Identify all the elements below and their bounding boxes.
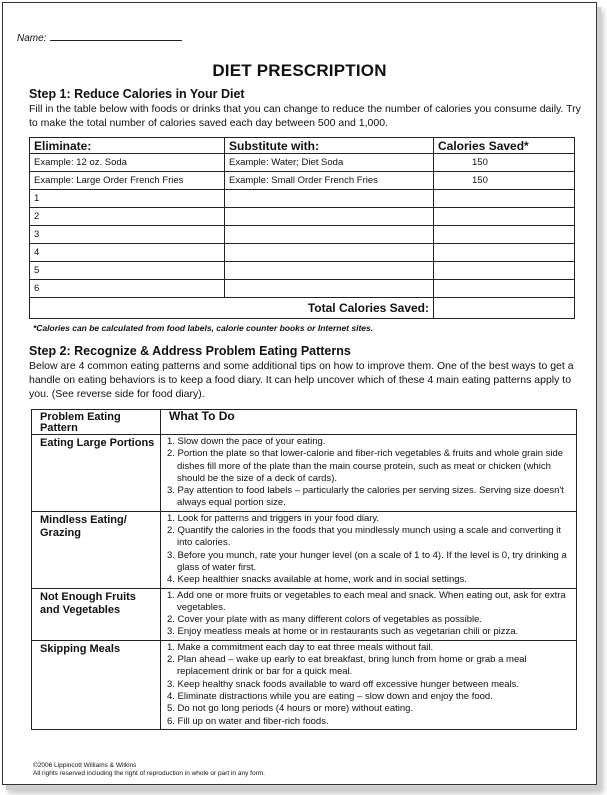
patterns-header	[32, 410, 577, 435]
entry-calories-cell[interactable]	[434, 190, 575, 208]
pattern-tips	[161, 435, 577, 512]
tip-item: 2. Portion the plate so that lower-calorie and fiber-rich vegetables & fruits and whole grain side dishes fill more of the plate than the main course protein, such as meat or chicken (which should be the size of a deck of cards).	[167, 448, 564, 484]
example-substitute: Example: Water; Diet Soda	[225, 154, 434, 172]
example-substitute: Example: Small Order French Fries	[225, 172, 434, 190]
name-label: Name:	[17, 33, 47, 44]
tip-item: 3. Keep healthy snack foods available to ward off excessive hunger between meals.	[167, 678, 520, 690]
tip-item: 6. Fill up on water and fiber-rich foods.	[167, 715, 329, 727]
total-row	[30, 298, 575, 319]
copyright-notice	[33, 762, 265, 778]
total-calories-cell[interactable]	[434, 298, 575, 319]
total-label: Total Calories Saved:	[225, 298, 434, 319]
col-problem-pattern: Problem Eating Pattern	[32, 410, 161, 435]
entry-row	[30, 280, 575, 298]
calorie-table	[29, 137, 575, 319]
step2-intro: Below are 4 common eating patterns and some additional tips on how to improve them. One of the best ways to get a handle on eating behaviors is to keep a food diary. It can help uncover which of these 4 main eating patterns apply to you. (See reverse side for food diary).	[29, 360, 574, 400]
entry-number[interactable]: 4	[30, 244, 225, 262]
pattern-name: Not Enough Fruits and Vegetables	[32, 588, 161, 640]
pattern-row	[32, 640, 577, 729]
entry-number[interactable]: 5	[30, 262, 225, 280]
tip-item: 1. Add one or more fruits or vegetables to each meal and snack. When eating out, ask for extra vegetables.	[167, 589, 566, 613]
entry-calories-cell[interactable]	[434, 208, 575, 226]
rights-line: All rights reserved including the right of reproduction in whole or part in any form.	[33, 770, 265, 777]
copyright-line: ©2006 Lippincott Williams & Wilkins	[33, 762, 137, 769]
col-calories-saved: Calories Saved*	[434, 138, 575, 154]
step1-heading: Step 1: Reduce Calories in Your Diet	[29, 87, 245, 101]
entry-calories-cell[interactable]	[434, 226, 575, 244]
entry-substitute-cell[interactable]	[225, 190, 434, 208]
tip-item: 5. Do not go long periods (4 hours or more) without eating.	[167, 703, 414, 715]
example-calories: 150	[434, 172, 575, 190]
calorie-footnote: *Calories can be calculated from food labels, calorie counter books or Internet sites.	[33, 323, 374, 333]
tip-item: 4. Eliminate distractions while you are eating – slow down and enjoy the food.	[167, 690, 493, 702]
document-sheet	[2, 2, 597, 785]
pattern-tips	[161, 640, 577, 729]
entry-number[interactable]: 6	[30, 280, 225, 298]
pattern-row	[32, 588, 577, 640]
entry-substitute-cell[interactable]	[225, 280, 434, 298]
entry-substitute-cell[interactable]	[225, 208, 434, 226]
name-row	[17, 31, 182, 44]
entry-substitute-cell[interactable]	[225, 244, 434, 262]
entry-number[interactable]: 2	[30, 208, 225, 226]
example-calories: 150	[434, 154, 575, 172]
tip-item: 1. Slow down the pace of your eating.	[167, 436, 326, 447]
tip-item: 3. Before you munch, rate your hunger level (on a scale of 1 to 4). If the level is 0, try drinking a glass of water first.	[167, 549, 567, 573]
tip-item: 2. Cover your plate with as many different colors of vegetables as possible.	[167, 614, 483, 626]
tip-item: 4. Keep healthier snacks available at home, work and in social settings.	[167, 574, 467, 586]
document-title: DIET PRESCRIPTION	[212, 61, 387, 80]
entry-row	[30, 208, 575, 226]
pattern-row	[32, 511, 577, 588]
tip-item: 3. Pay attention to food labels – particularly the calories per serving sizes. Serving size doesn't always equal portion size.	[167, 485, 564, 509]
col-substitute: Substitute with:	[225, 138, 434, 154]
example-row	[30, 154, 575, 172]
entry-row	[30, 262, 575, 280]
entry-substitute-cell[interactable]	[225, 262, 434, 280]
entry-row	[30, 226, 575, 244]
tip-item: 2. Plan ahead – wake up early to eat breakfast, bring lunch from home or grab a meal replacement drink or bar for a quick meal.	[167, 654, 527, 678]
step1-instructions: Fill in the table below with foods or drinks that you can change to reduce the number of calories you consume daily. Try to make the total number of calories saved each day between 500 and 1,000.	[29, 103, 581, 129]
example-eliminate: Example: 12 oz. Soda	[30, 154, 225, 172]
name-line[interactable]	[50, 31, 182, 41]
col-eliminate: Eliminate:	[30, 138, 225, 154]
entry-calories-cell[interactable]	[434, 280, 575, 298]
pattern-name: Skipping Meals	[32, 640, 161, 729]
example-row	[30, 172, 575, 190]
step2-heading: Step 2: Recognize & Address Problem Eating Patterns	[29, 344, 351, 358]
entry-calories-cell[interactable]	[434, 262, 575, 280]
eating-patterns-table	[31, 409, 577, 730]
pattern-row	[32, 435, 577, 512]
tip-item: 1. Make a commitment each day to eat three meals without fail.	[167, 641, 434, 653]
entry-number[interactable]: 3	[30, 226, 225, 244]
total-spacer	[30, 298, 225, 319]
pattern-tips	[161, 588, 577, 640]
calorie-table-header	[30, 138, 575, 154]
tip-item: 2. Quantify the calories in the foods that you mindlessly munch using a scale and converting it into calories.	[167, 525, 561, 549]
pattern-tips	[161, 511, 577, 588]
entry-substitute-cell[interactable]	[225, 226, 434, 244]
entry-calories-cell[interactable]	[434, 244, 575, 262]
col-what-to-do: What To Do	[161, 410, 577, 435]
entry-row	[30, 190, 575, 208]
tip-item: 1. Look for patterns and triggers in your food diary.	[167, 512, 380, 524]
example-eliminate: Example: Large Order French Fries	[30, 172, 225, 190]
tip-item: 3. Enjoy meatless meals at home or in restaurants such as vegetarian chili or pizza.	[167, 626, 519, 638]
entry-number[interactable]: 1	[30, 190, 225, 208]
pattern-name: Eating Large Portions	[32, 435, 161, 512]
pattern-name: Mindless Eating/ Grazing	[32, 511, 161, 588]
entry-row	[30, 244, 575, 262]
